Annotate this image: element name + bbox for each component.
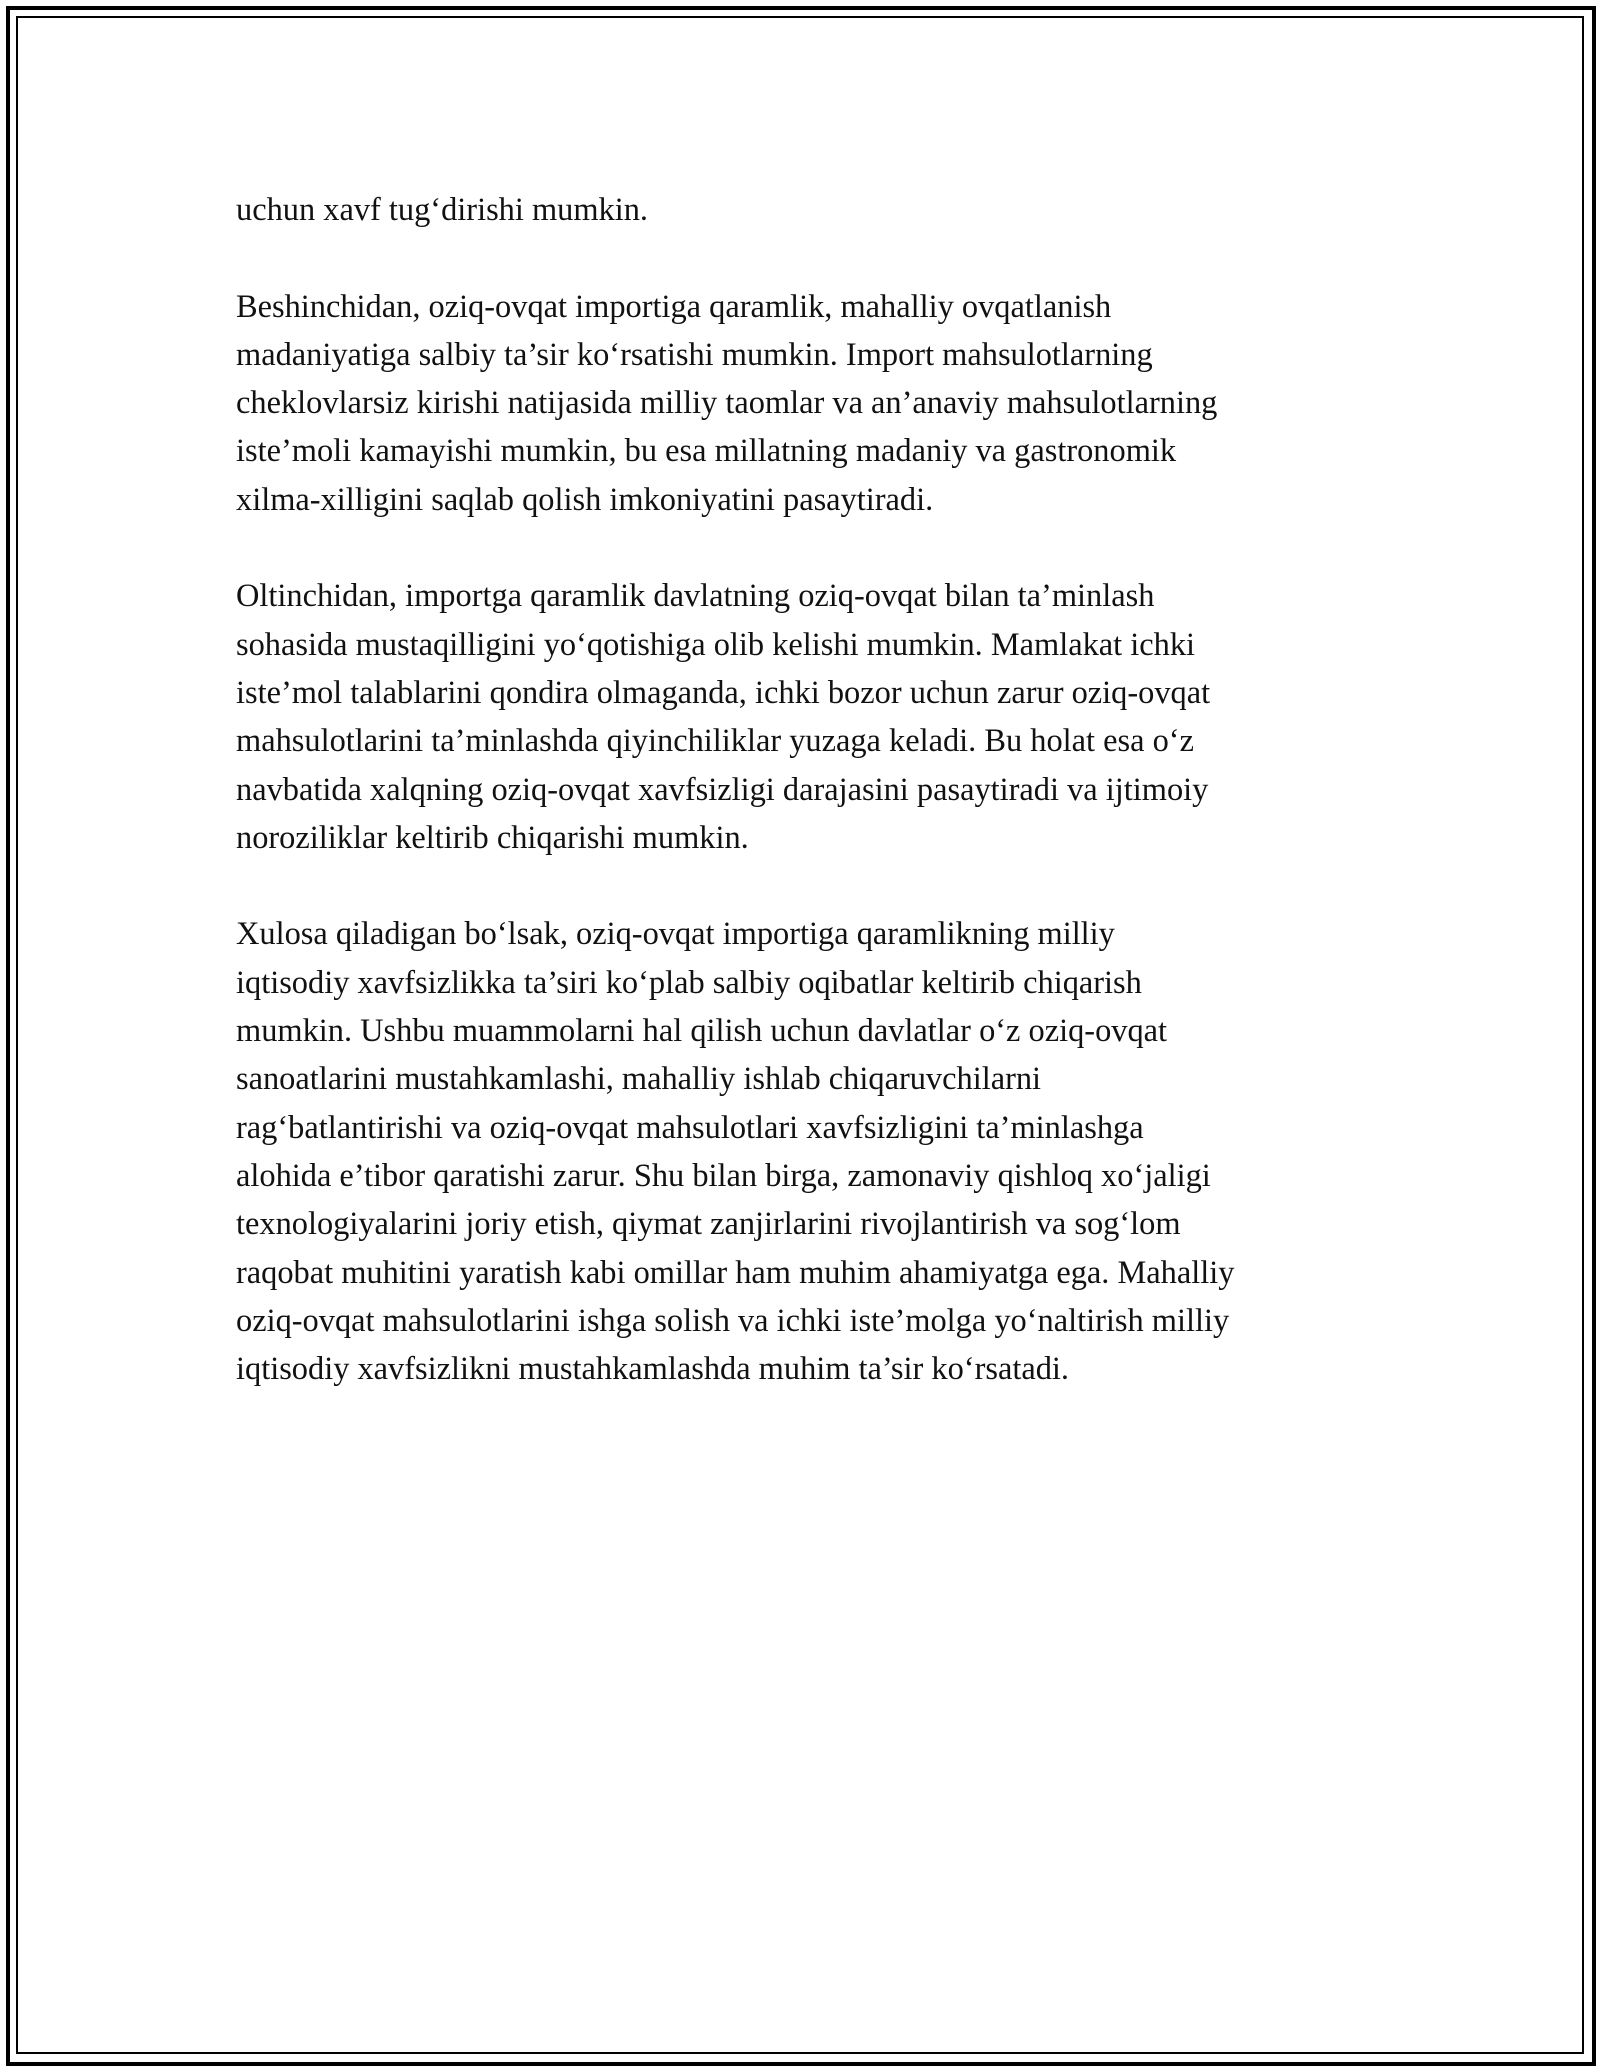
text-line: sohasida mustaqilligini yo‘qotishiga olib kelishi mumkin. Mamlakat ichki xyxy=(236,626,1196,663)
text-line: uchun xavf tug‘dirishi mumkin. xyxy=(236,192,649,228)
paragraph-conclusion xyxy=(236,910,1376,1393)
text-line: noroziliklar keltirib chiqarishi mumkin. xyxy=(236,819,749,856)
paragraph-continuation xyxy=(236,186,1376,234)
text-line: Xulosa qiladigan bo‘lsak, oziq-ovqat importiga qaramlikning milliy xyxy=(236,916,1115,953)
text-line: iste’moli kamayishi mumkin, bu esa millatning madaniy va gastronomik xyxy=(236,433,1177,470)
text-line: raqobat muhitini yaratish kabi omillar ham muhim ahamiyatga ega. Mahalliy xyxy=(236,1254,1235,1291)
text-line: iqtisodiy xavfsizlikni mustahkamlashda muhim ta’sir ko‘rsatadi. xyxy=(236,1351,1070,1388)
text-line: mahsulotlarini ta’minlashda qiyinchiliklar yuzaga keladi. Bu holat esa o‘z xyxy=(236,723,1194,760)
text-line: madaniyatiga salbiy ta’sir ko‘rsatishi mumkin. Import mahsulotlarning xyxy=(236,336,1153,373)
text-line: navbatida xalqning oziq-ovqat xavfsizligi darajasini pasaytiradi va ijtimoiy xyxy=(236,771,1209,808)
text-line: xilma-xilligini saqlab qolish imkoniyatini pasaytiradi. xyxy=(236,481,934,518)
paragraph-fifth xyxy=(236,283,1376,524)
paragraph-sixth xyxy=(236,572,1376,862)
text-line: Beshinchidan, oziq-ovqat importiga qaramlik, mahalliy ovqatlanish xyxy=(236,288,1112,325)
text-line: sanoatlarini mustahkamlashi, mahalliy ishlab chiqaruvchilarni xyxy=(236,1061,1042,1098)
text-line: texnologiyalarini joriy etish, qiymat zanjirlarini rivojlantirish va sog‘lom xyxy=(236,1206,1181,1243)
document-body xyxy=(236,186,1376,1442)
text-line: rag‘batlantirishi va oziq-ovqat mahsulotlari xavfsizligini ta’minlashga xyxy=(236,1109,1144,1146)
text-line: oziq-ovqat mahsulotlarini ishga solish va ichki iste’molga yo‘naltirish milliy xyxy=(236,1302,1230,1339)
text-line: cheklovlarsiz kirishi natijasida milliy taomlar va an’anaviy mahsulotlarning xyxy=(236,385,1218,422)
text-line: iste’mol talablarini qondira olmaganda, ichki bozor uchun zarur oziq-ovqat xyxy=(236,674,1211,711)
text-line: alohida e’tibor qaratishi zarur. Shu bilan birga, zamonaviy qishloq xo‘jaligi xyxy=(236,1157,1211,1194)
text-line: iqtisodiy xavfsizlikka ta’siri ko‘plab salbiy oqibatlar keltirib chiqarish xyxy=(236,964,1142,1001)
text-line: Oltinchidan, importga qaramlik davlatning oziq-ovqat bilan ta’minlash xyxy=(236,578,1155,615)
text-line: mumkin. Ushbu muammolarni hal qilish uchun davlatlar o‘z oziq-ovqat xyxy=(236,1013,1168,1050)
